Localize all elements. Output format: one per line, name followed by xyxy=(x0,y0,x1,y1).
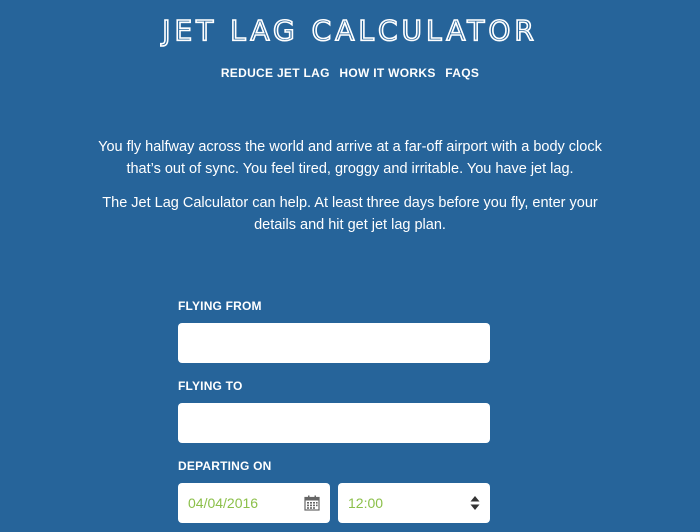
departing-on-label: DEPARTING ON xyxy=(178,459,272,473)
flying-to-input[interactable] xyxy=(178,403,490,443)
flying-from-label: FLYING FROM xyxy=(178,299,262,313)
intro-paragraph-2: The Jet Lag Calculator can help. At least three days before you fly, enter your details and hit get jet lag plan. xyxy=(102,195,598,233)
main-nav xyxy=(0,66,700,80)
flying-to-group xyxy=(178,378,490,443)
intro-paragraph-1: You fly halfway across the world and arrive at a far-off airport with a body clock that’s out of sync. You feel tired, groggy and irritable. You have jet lag. xyxy=(98,139,602,177)
departure-time-value: 12:00 xyxy=(348,495,384,511)
nav-item-how-it-works[interactable]: HOW IT WORKS xyxy=(339,66,436,80)
departure-date-field[interactable] xyxy=(178,483,330,523)
nav-item-faqs[interactable]: FAQS xyxy=(445,66,480,80)
flying-from-input[interactable] xyxy=(178,323,490,363)
stepper-up-down-icon[interactable] xyxy=(470,495,480,511)
flying-to-label: FLYING TO xyxy=(178,379,243,393)
calendar-icon[interactable] xyxy=(304,495,320,511)
nav-item-reduce-jet-lag[interactable]: REDUCE JET LAG xyxy=(220,66,330,80)
flying-from-group xyxy=(178,298,490,363)
departing-on-row xyxy=(178,483,490,523)
departing-on-group xyxy=(178,458,490,523)
departure-date-value: 04/04/2016 xyxy=(188,495,259,511)
site-logo[interactable]: JET LAG CALCULATOR xyxy=(162,14,538,47)
jet-lag-form xyxy=(178,298,490,532)
intro-text xyxy=(90,136,610,248)
departure-time-field[interactable] xyxy=(338,483,490,523)
